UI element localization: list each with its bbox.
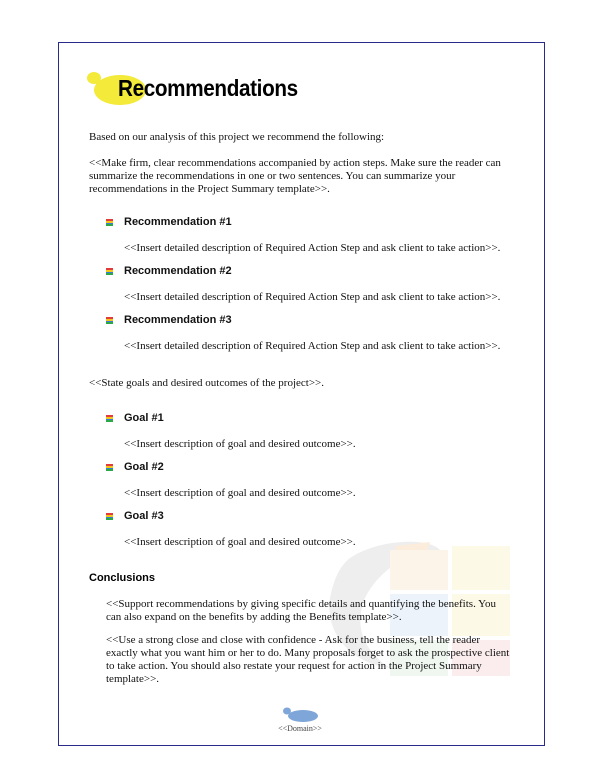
instructions-text: <<Make firm, clear recommendations accompanied by action steps. Make sure the reader can summarize the recommendations in one or two sentences. You can summarize your recommendations in the Project Summary template>>. bbox=[89, 157, 501, 195]
color-bars-icon bbox=[106, 513, 113, 520]
recommendation-description: <<Insert detailed description of Required Action Step and ask client to take action>>. bbox=[124, 291, 501, 303]
conclusions-heading: Conclusions bbox=[89, 572, 156, 584]
goal-label: Goal #2 bbox=[124, 461, 164, 473]
recommendation-label: Recommendation #3 bbox=[124, 314, 232, 326]
color-bars-icon bbox=[106, 415, 113, 422]
color-bars-icon bbox=[106, 268, 113, 275]
intro-text: Based on our analysis of this project we recommend the following: bbox=[89, 131, 385, 143]
page-title: Recommendations bbox=[118, 75, 298, 101]
goal-description: <<Insert description of goal and desired outcome>>. bbox=[124, 536, 356, 548]
goal-description: <<Insert description of goal and desired outcome>>. bbox=[124, 438, 356, 450]
color-bars-icon bbox=[106, 464, 113, 471]
goal-label: Goal #1 bbox=[124, 412, 164, 424]
goal-label: Goal #3 bbox=[124, 510, 164, 522]
footer-domain: <<Domain>> bbox=[278, 724, 322, 733]
color-bars-icon bbox=[106, 317, 113, 324]
footer-blob-decoration bbox=[281, 706, 321, 722]
conclusions-paragraph-2: <<Use a strong close and close with confidence - Ask for the business, tell the reader exactly what you want him or her to do. Many proposals forget to ask the prospective client to take action. You should also restate your request for action in the Project Summary template>>. bbox=[106, 634, 510, 685]
color-bars-icon bbox=[106, 219, 113, 226]
recommendation-label: Recommendation #2 bbox=[124, 265, 232, 277]
recommendation-description: <<Insert detailed description of Required Action Step and ask client to take action>>. bbox=[124, 242, 501, 254]
goals-intro-text: <<State goals and desired outcomes of the project>>. bbox=[89, 377, 324, 389]
conclusions-paragraph-1: <<Support recommendations by giving specific details and quantifying the benefits. You can also expand on the benefits by adding the Benefits template>>. bbox=[106, 598, 497, 623]
recommendation-label: Recommendation #1 bbox=[124, 216, 232, 228]
recommendation-description: <<Insert detailed description of Required Action Step and ask client to take action>>. bbox=[124, 340, 501, 352]
goal-description: <<Insert description of goal and desired outcome>>. bbox=[124, 487, 356, 499]
